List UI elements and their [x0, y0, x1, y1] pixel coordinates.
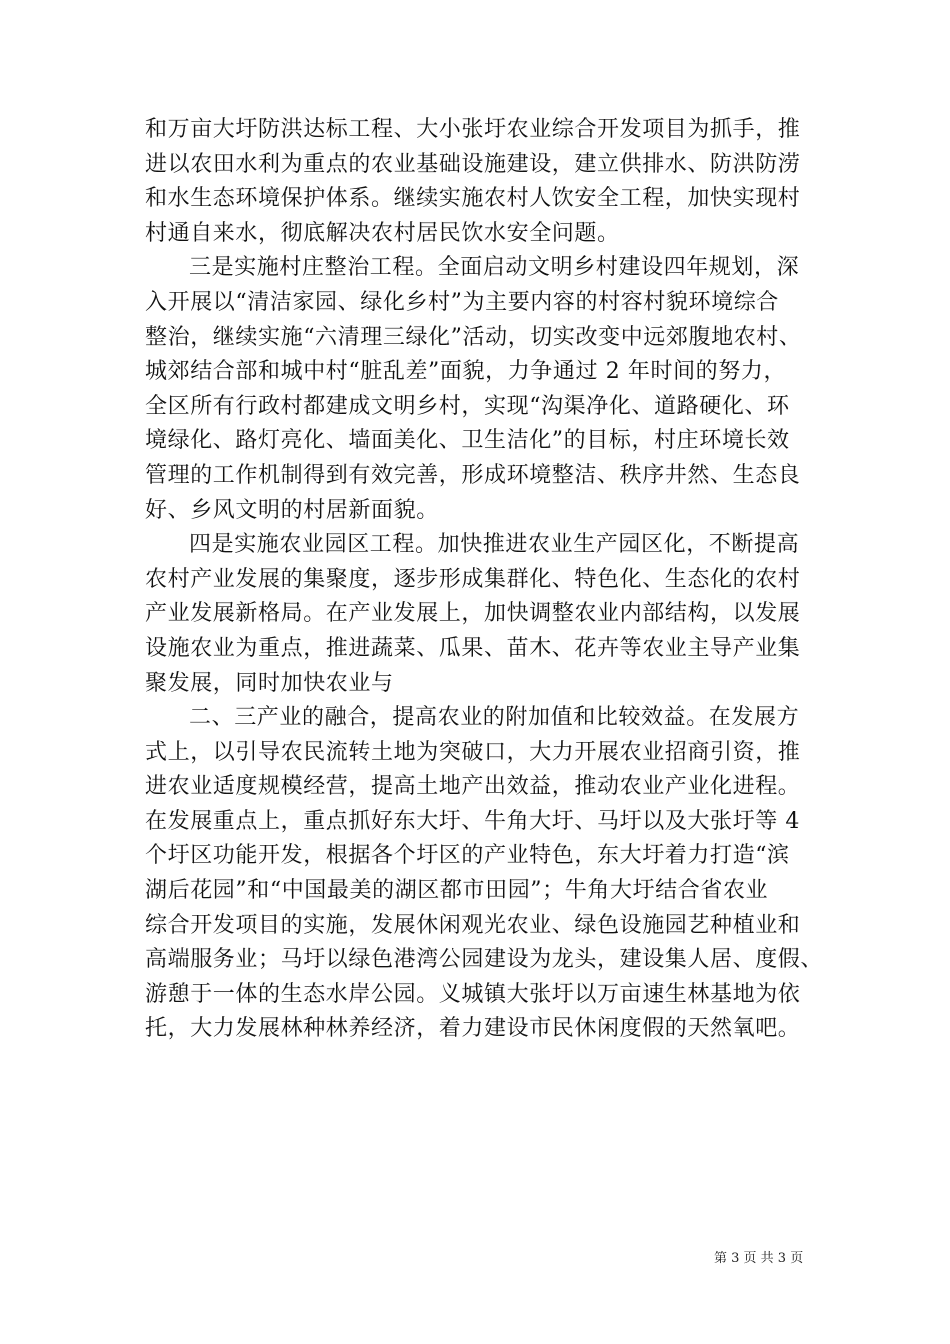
text-line: 和水生态环境保护体系。继续实施农村人饮安全工程，加快实现村: [145, 186, 801, 212]
body-text: [145, 113, 825, 1047]
text-line: 设施农业为重点，推进蔬菜、瓜果、苗木、花卉等农业主导产业集: [145, 635, 801, 661]
text-line: 高端服务业；马圩以绿色港湾公园建设为龙头，建设集人居、度假、: [145, 947, 824, 973]
text-line: 管理的工作机制得到有效完善，形成环境整洁、秩序井然、生态良: [145, 462, 801, 488]
text-line: 在发展重点上，重点抓好东大圩、牛角大圩、马圩以及大张圩等 4: [145, 808, 800, 834]
text-line: 整治，继续实施“六清理三绿化”活动，切实改变中远郊腹地农村、: [145, 324, 802, 350]
text-line: 进以农田水利为重点的农业基础设施建设，建立供排水、防洪防涝: [145, 151, 801, 177]
text-line: 城郊结合部和城中村“脏乱差”面貌，力争通过 2 年时间的努力，: [145, 359, 787, 385]
page-number: 第 3 页 共 3 页: [714, 1251, 804, 1266]
text-line: 聚发展，同时加快农业与: [145, 670, 394, 696]
text-line: 二、三产业的融合，提高农业的附加值和比较效益。在发展方: [189, 705, 800, 731]
text-line: 农村产业发展的集聚度，逐步形成集群化、特色化、生态化的农村: [145, 566, 801, 592]
paragraph-1: [145, 113, 825, 251]
paragraph-4: [145, 701, 825, 1047]
text-line: 式上，以引导农民流转土地为突破口，大力开展农业招商引资，推: [145, 739, 801, 765]
text-line: 游憩于一体的生态水岸公园。义城镇大张圩以万亩速生林基地为依: [145, 981, 801, 1007]
text-line: 综合开发项目的实施，发展休闲观光农业、绿色设施园艺种植业和: [145, 912, 801, 938]
text-line: 全区所有行政村都建成文明乡村，实现“沟渠净化、道路硬化、环: [145, 393, 790, 419]
text-line: 好、乡风文明的村居新面貌。: [145, 497, 439, 523]
text-line: 产业发展新格局。在产业发展上，加快调整农业内部结构，以发展: [145, 601, 801, 627]
text-line: 进农业适度规模经营，提高土地产出效益，推动农业产业化进程。: [145, 774, 801, 800]
text-line: 三是实施村庄整治工程。全面启动文明乡村建设四年规划，深: [189, 255, 800, 281]
paragraph-3: [145, 528, 825, 701]
text-line: 湖后花园”和“中国最美的湖区都市田园”；牛角大圩结合省农业: [145, 878, 769, 904]
text-line: 境绿化、路灯亮化、墙面美化、卫生洁化”的目标，村庄环境长效: [145, 428, 790, 454]
text-line: 托，大力发展林种林养经济，着力建设市民休闲度假的天然氧吧。: [145, 1016, 801, 1042]
paragraph-2: [145, 251, 825, 528]
text-line: 村通自来水，彻底解决农村居民饮水安全问题。: [145, 220, 620, 246]
text-line: 入开展以“清洁家园、绿化乡村”为主要内容的村容村貌环境综合: [145, 289, 779, 315]
text-line: 四是实施农业园区工程。加快推进农业生产园区化，不断提高: [189, 532, 800, 558]
text-line: 和万亩大圩防洪达标工程、大小张圩农业综合开发项目为抓手，推: [145, 117, 801, 142]
text-line: 个圩区功能开发，根据各个圩区的产业特色，东大圩着力打造“滨: [145, 843, 790, 869]
